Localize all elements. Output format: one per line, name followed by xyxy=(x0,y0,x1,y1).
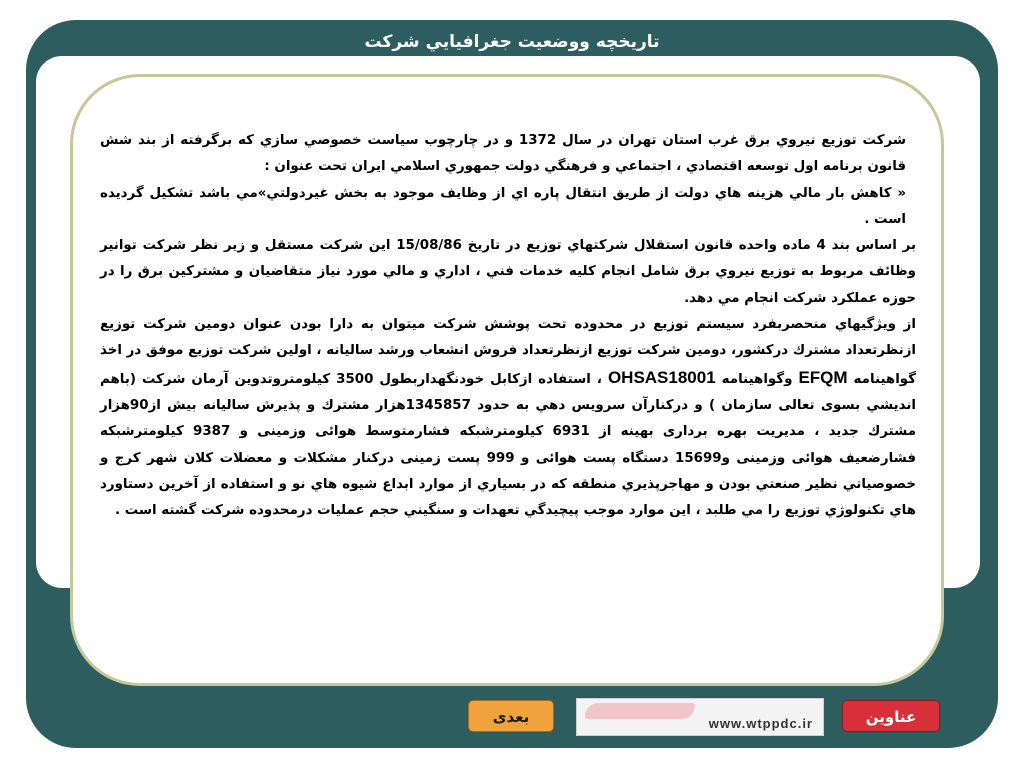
efqm-label: EFQM xyxy=(798,367,848,387)
company-logo[interactable] xyxy=(576,698,824,736)
ohsas-label: OHSAS18001 xyxy=(607,367,716,387)
contents-button[interactable]: عناوين xyxy=(842,700,940,732)
page-title: تاريخچه ووضعيت جغرافيايي شركت xyxy=(364,32,660,52)
paragraph-4-part-b: وگواهينامه xyxy=(721,371,793,387)
paragraph-1: شركت توزيع نيروي برق غرب استان تهران در سال 1372 و در چارچوب سياست خصوصي سازي كه برگرفته از بند شش قانون برنامه اول توسعه اقتصادي ، اجتماعي و فرهنگي دولت جمهوري اسلامي ايران تحت عنوان : xyxy=(100,133,907,175)
body-text xyxy=(100,128,916,524)
paragraph-3: بر اساس بند 4 ماده واحده قانون استقلال شركتهاي توزيع در تاريخ 15/08/86 اين شركت مستقل و زير نظر شركت توانير وظائف مربوط به توزيع نيروي برق شامل انجام كليه خدمات فني ، اداري و مالي مورد نياز متقاضيان و مشتركين برق را در حوزه عملكرد شركت انجام مي دهد. xyxy=(100,238,916,306)
paragraph-4-part-a: از ويژگيهاي منحصربفرد سيستم توزيع در محدوده تحت پوشش شركت ميتوان به دارا بودن عنوان دومين شركت توزيع ازنظرتعداد مشترك دركشور، دومين شركت توزيع ازنظرتعداد فروش انشعاب ورشد ساليانه ، اولين شركت توزيع موفق در اخذ گواهينامه xyxy=(100,317,916,387)
next-button[interactable]: بعدى xyxy=(468,700,554,732)
paragraph-4 xyxy=(100,312,916,524)
logo-url: www.wtppdc.ir xyxy=(708,716,813,731)
logo-swoosh-icon xyxy=(585,703,695,719)
paragraph-4-part-c: ، استفاده ازكابل خودنگهداربطول 3500 كيلومتروتدوين آرمان شركت (باهم انديشي بسوى تعالى سازمان ) و دركنارآن سرويس دهي به حدود 1345857هزار مشترك و پذيرش ساليانه بيش از90هزار مشترك جديد ، مديريت بهره برداری بهينه از 6931 كيلومترشبكه فشارمتوسط هوائی وزمينی و 9387 كيلومترشبكه فشارضعيف هوائی وزمينی و15699 دستگاه پست هوائی و 999 پست زمينی دركنار مشكلات و معضلات كلان شهر كرج و خصوصياتي نظير صنعتي بودن و مهاجرپذيري منطقه كه در بسياري از موارد ابداع شيوه هاي نو و استفاده از آخرين دستاورد هاي تكنولوژي توزيع را مي طلبد ، اين موارد موجب پيچيدگي تعهدات و سنگيني حجم عمليات درمحدوده شركت گشته است . xyxy=(100,371,916,519)
paragraph-2: « كاهش بار مالي هزينه هاي دولت از طريق انتقال پاره اي از وظايف موجود به بخش غيردولتي»مي باشد تشكيل گرديده است . xyxy=(100,185,906,227)
